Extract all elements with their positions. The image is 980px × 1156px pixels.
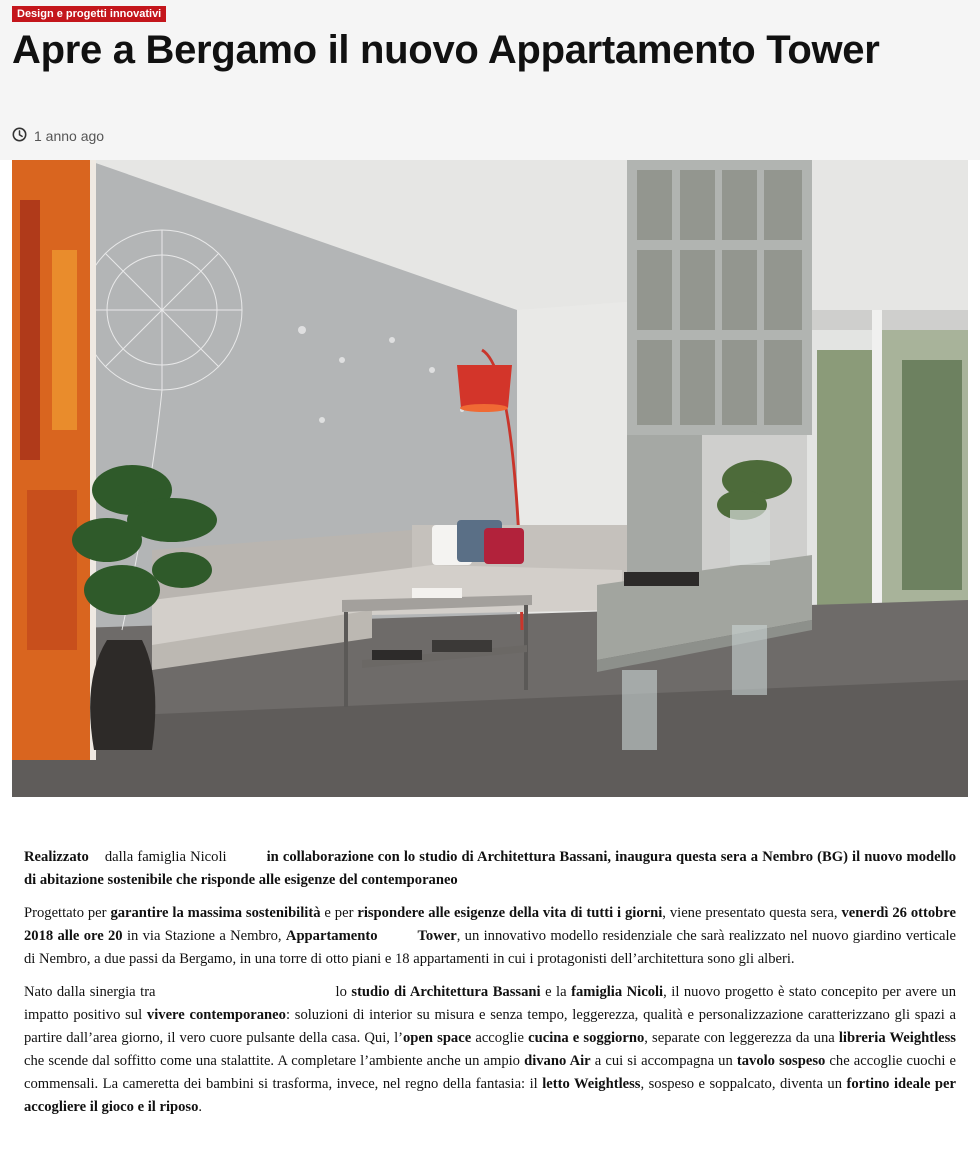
clock-icon	[12, 127, 34, 145]
lead-paragraph	[24, 846, 956, 892]
p2-text: , un innovativo modello residenziale che sarà realizzato nel nuovo giardino verticale di Nembro, a due passi da Bergamo, in una torre di otto piani e 18 appartamenti in cui i protagonisti dell’architettura sono gli alberi.	[24, 928, 956, 967]
post-time: 1 anno ago	[34, 128, 105, 144]
article-title: Apre a Bergamo il nuovo Appartamento Tower	[12, 28, 880, 72]
p3-text: , il nuovo progetto è stato concepito per avere un impatto positivo sul	[24, 984, 957, 1023]
p2-text: e per	[324, 905, 354, 921]
p2-text: in via Stazione a Nembro,	[126, 928, 282, 944]
p3-text: , sospeso e soppalcato, diventa un	[640, 1076, 843, 1092]
p3-bold: famiglia Nicoli	[571, 984, 664, 1000]
p2-bold: Appartamento	[285, 928, 378, 944]
post-meta	[12, 126, 104, 146]
p3-bold: libreria Weightless	[838, 1030, 956, 1046]
p3-bold: tavolo sospeso	[736, 1053, 826, 1069]
lead-text-3: in collaborazione con lo studio di Architettura Bassani, inaugura questa sera a Nembro (BG) il nuovo modello di abitazione sostenibile che risponde alle esigenze del contemporaneo	[24, 849, 957, 888]
p3-text: accoglie	[475, 1030, 524, 1046]
p2-bold: rispondere alle esigenze della vita di tutti i giorni	[357, 905, 663, 921]
hero-image	[12, 160, 968, 797]
category-badge[interactable]: Design e progetti innovativi	[12, 6, 166, 22]
p3-bold: letto Weightless	[542, 1076, 641, 1092]
p3-text: a cui si accompagna un	[594, 1053, 733, 1069]
p3-text: .	[198, 1099, 203, 1115]
p2-bold: venerdì 26 ottobre 2018 alle ore 20	[24, 905, 956, 944]
p3-bold: open space	[402, 1030, 472, 1046]
p3-text: lo	[335, 984, 347, 1000]
article-header	[0, 0, 980, 160]
paragraph-2	[24, 902, 956, 971]
p3-text: che scende dal soffitto come una stalattite. A completare l’ambiente anche un ampio	[24, 1053, 520, 1069]
paragraph-3	[24, 981, 956, 1119]
article-body	[24, 846, 956, 1129]
p3-bold: vivere contemporaneo	[146, 1007, 286, 1023]
p2-text: Progettato per	[24, 905, 107, 921]
p3-bold: studio di Architettura Bassani	[351, 984, 541, 1000]
p3-text: : soluzioni di interior su misura e senza tempo, leggerezza, qualità e personalizzazione caratterizzano gli spazi a partire dall’area giorno, il vero cuore pulsante della casa. Qui, l’	[24, 1007, 956, 1046]
p3-bold: cucina e soggiorno	[528, 1030, 645, 1046]
p2-text: , viene presentato questa sera,	[662, 905, 838, 921]
lead-text-1: Realizzato	[24, 849, 89, 865]
p3-text: Nato dalla sinergia tra	[24, 984, 156, 1000]
p2-bold: garantire la massima sostenibilità	[110, 905, 321, 921]
p3-text: , separate con leggerezza da una	[644, 1030, 835, 1046]
p3-bold: fortino ideale per accogliere il gioco e il riposo	[24, 1076, 956, 1115]
p3-text: e la	[545, 984, 567, 1000]
p2-bold: Tower	[417, 928, 457, 944]
p3-text: che accoglie cuochi e commensali. La cameretta dei bambini si trasforma, invece, nel regno della fantasia: il	[24, 1053, 956, 1092]
lead-text-2: dalla famiglia Nicoli	[104, 849, 227, 865]
p3-bold: divano Air	[524, 1053, 591, 1069]
